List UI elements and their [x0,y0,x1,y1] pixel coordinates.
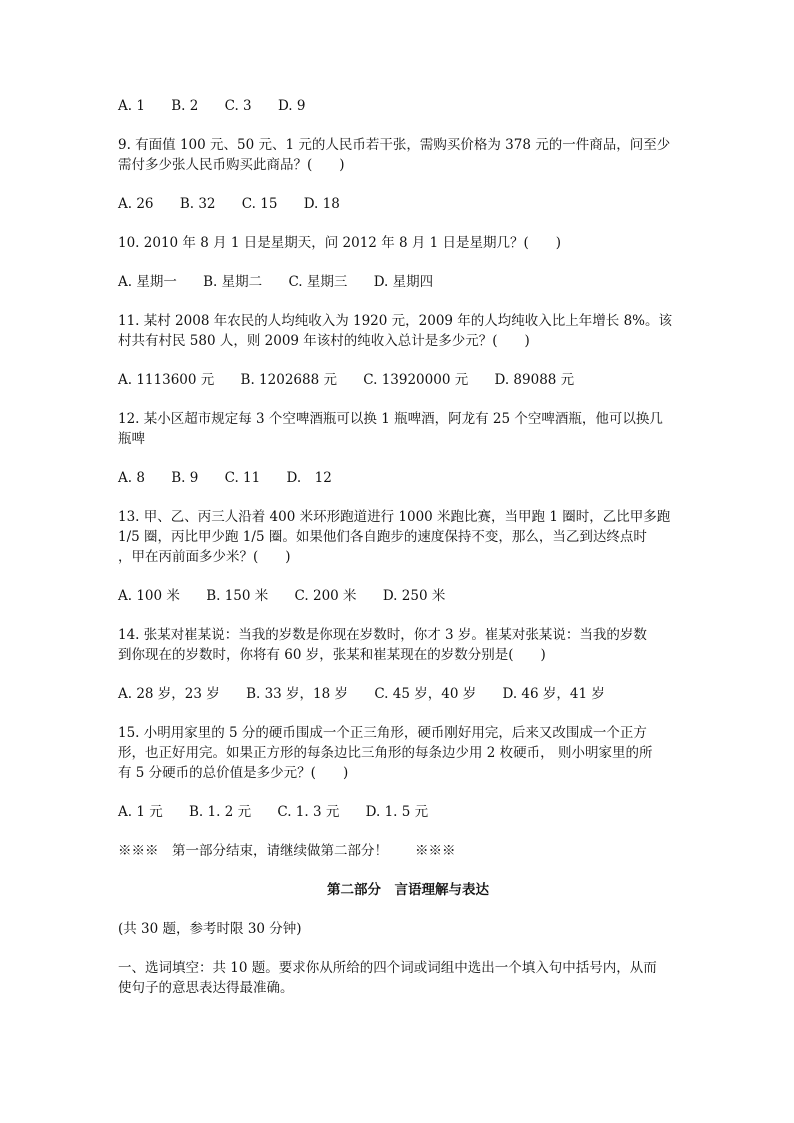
q9-options [118,194,678,214]
part2-intro-line1: 一、选词填空：共 10 题。要求你从所给的四个词或词组中选出一个填入句中括号内，从而 [118,960,657,976]
q13-text-line3: ，甲在丙前面多少米？( ) [118,549,291,565]
q13-option-b: B. 150 米 [206,588,269,604]
q12-text-line2: 瓶啤 [118,431,145,447]
q10-option-c: C. 星期三 [288,274,348,290]
q14-text-line1: 14. 张某对崔某说：当我的岁数是你现在岁数时，你才 3 岁。崔某对张某说：当我的岁数 [118,627,647,643]
q11-options [118,370,678,390]
q13-text-line1: 13. 甲、乙、丙三人沿着 400 米环形跑道进行 1000 米跑比赛，当甲跑 1 圈时，乙比甲多跑 [118,509,671,525]
q10-option-d: D. 星期四 [373,274,434,290]
q11-text-line2: 村共有村民 580 人，则 2009 年该村的纯收入总计是多少元？( ) [118,333,530,349]
q15-option-d: D. 1. 5 元 [365,804,429,820]
q15-options [118,802,678,822]
q15-option-b: B. 1. 2 元 [189,804,252,820]
q10-text: 10. 2010 年 8 月 1 日是星期天，问 2012 年 8 月 1 日是星期几？( ) [118,235,562,251]
q11-option-d: D. 89088 元 [494,372,575,388]
q14-text-line2: 到你现在的岁数时，你将有 60 岁，张某和崔某现在的岁数分别是( ) [118,647,546,663]
q13-option-a: A. 100 米 [118,588,180,604]
part2-title: 第二部分 言语理解与表达 [327,882,489,898]
q15-text-line1: 15. 小明用家里的 5 分的硬币围成一个正三角形，硬币刚好用完，后来又改围成一个正方 [118,725,647,741]
q9-text-line1: 9. 有面值 100 元、50 元、1 元的人民币若干张，需购买价格为 378 元的一件商品，问至少 [118,137,671,153]
q9-option-c: C. 15 [241,196,278,212]
q8-option-b: B. 2 [171,98,199,114]
q12-text-line1: 12. 某小区超市规定每 3 个空啤酒瓶可以换 1 瓶啤酒，阿龙有 25 个空啤酒瓶，他可以换几 [118,411,663,427]
q11-option-a: A. 1113600 元 [118,372,215,388]
q9-option-a: A. 26 [118,196,154,212]
q12-option-a: A. 8 [118,470,145,486]
q9-option-d: D. 18 [303,196,340,212]
q8-options [118,96,678,116]
q10-options [118,272,678,292]
q11-option-b: B. 1202688 元 [240,372,337,388]
q15-text-line2: 形，也正好用完。如果正方形的每条边比三角形的每条边少用 2 枚硬币， 则小明家里的所 [118,745,653,761]
q15-option-c: C. 1. 3 元 [277,804,340,820]
q12-option-c: C. 11 [224,470,261,486]
q15-text-line3: 有 5 分硬币的总价值是多少元？( ) [118,765,349,781]
q8-option-a: A. 1 [118,98,145,114]
q13-option-c: C. 200 米 [294,588,357,604]
q13-option-d: D. 250 米 [382,588,446,604]
q10-option-b: B. 星期二 [203,274,263,290]
q14-option-d: D. 46 岁，41 岁 [502,686,605,702]
q12-options [118,468,678,488]
part2-subtitle: (共 30 题，参考时限 30 分钟) [118,921,302,937]
q14-option-a: A. 28 岁，23 岁 [118,686,220,702]
q10-option-a: A. 星期一 [118,274,177,290]
q12-option-d: D. 12 [286,470,332,486]
q11-text-line1: 11. 某村 2008 年农民的人均纯收入为 1920 元，2009 年的人均纯收入比上年增长 8%。该 [118,313,672,329]
part2-intro-line2: 使句子的意思表达得最准确。 [118,980,294,996]
q8-option-c: C. 3 [224,98,252,114]
document-page [118,96,678,998]
q14-option-c: C. 45 岁，40 岁 [374,686,477,702]
q14-option-b: B. 33 岁，18 岁 [246,686,349,702]
q15-option-a: A. 1 元 [118,804,163,820]
q8-option-d: D. 9 [277,98,306,114]
q12-option-b: B. 9 [171,470,199,486]
q9-option-b: B. 32 [179,196,216,212]
q13-text-line2: 1/5 圈，丙比甲少跑 1/5 圈。如果他们各自跑步的速度保持不变，那么，当乙到达终点时 [118,529,647,545]
q9-text-line2: 需付多少张人民币购买此商品？( ) [118,157,345,173]
q11-option-c: C. 13920000 元 [363,372,469,388]
section-end-notice: ※※※ 第一部分结束，请继续做第二部分！ ※※※ [118,843,456,859]
q14-options [118,684,678,704]
q13-options [118,586,678,606]
